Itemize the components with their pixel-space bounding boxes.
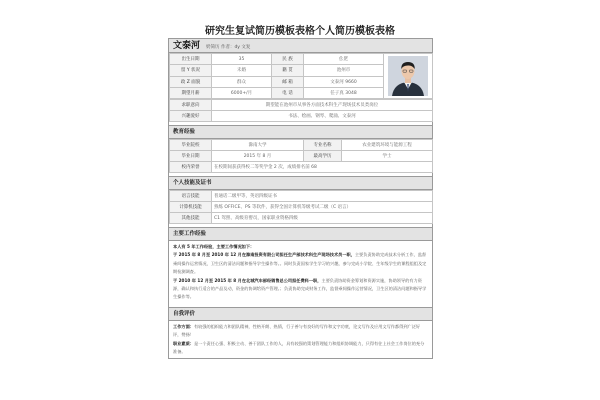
intent-value: 期望能在池州市从事各方面技术科生产现场技术员类岗位 [212, 100, 433, 111]
political-value: 群众 [212, 76, 272, 87]
birth-label: 出生日期 [170, 54, 212, 65]
hobby-value: 书法、绘画、钢琴、爬涌、文泰河 [212, 111, 433, 122]
school-value: 滁南大学 [212, 140, 304, 151]
salary-value: 6000+/月 [212, 87, 272, 98]
self-eval-text [169, 321, 432, 359]
honor-value: 在校期间获获得校二等奖学金 2 次，成绩排名前 68 [212, 162, 433, 173]
education-heading: 教育经验 [169, 125, 432, 139]
other-skill-label: 其他技能 [170, 213, 212, 224]
degree-label: 最高学历 [304, 151, 342, 162]
other-skill-value: C1 驾照、高级育婴员，国家职业资格四级 [212, 213, 433, 224]
computer-skill-value: 熟练 OFFICE、PS 等软件，获得全国计算机等级考试二级（C 语言） [212, 202, 433, 213]
political-label: 政 Z 面貌 [170, 76, 212, 87]
honor-label: 校内荣誉 [170, 162, 212, 173]
personal-info-table [169, 53, 433, 99]
major-value: 农业建筑环境与能源工程 [342, 140, 433, 151]
email-value: 文泰河 9660 [304, 76, 384, 87]
name-subtitle: 奶简历 作者：dy 文复 [206, 45, 251, 50]
phone-value: 任子真 3048 [304, 87, 384, 98]
phone-label: 电 话 [272, 87, 304, 98]
marital-value: 未婚 [212, 65, 272, 76]
grad-date-label: 毕业日期 [170, 151, 212, 162]
hometown-value: 池州市 [304, 65, 384, 76]
photo-cell [384, 54, 433, 99]
birth-value: 35 [212, 54, 272, 65]
job-2-desc: 主要负责协助资金筹划和资源实施，协助领导的有力资源，确认和执行适合的产品及动，资金的协调给资产管理。；负责协助完成财务工作，监督乘间操作运营情况，卫生区的清洁问题和指导学生操作等。 [173, 277, 427, 300]
skills-table [169, 190, 433, 224]
work-heading: 主要工作经验 [169, 227, 432, 241]
marital-label: 留 Y 状况 [170, 65, 212, 76]
hobby-label: 兴趣爱好 [170, 111, 212, 122]
document-title: 研究生复试简历模板表格个人简历模板表格 [205, 26, 395, 37]
profile-photo [388, 56, 428, 96]
portrait-image [388, 56, 428, 96]
language-skill-value: 普通话二级甲等，英语四级证书 [212, 191, 433, 202]
job-2-title: 于 2010 年 12 月至 2015 年 8 月在北城汽车部经销售总公司担任费科一职， [173, 277, 322, 283]
person-name: 文泰河 [173, 41, 201, 51]
ability-label: 工作方面： [173, 323, 194, 329]
self-eval-heading: 自我评价 [169, 307, 432, 321]
ability-text: 有较强的组织能力和团队精神，性格开朗、热情，行子善与有良好的写作和文字功底，论文写作及应用文写作都得到广泛好评，赞扬！ [173, 323, 421, 338]
name-bar [169, 39, 432, 53]
ethnicity-label: 民 族 [272, 54, 304, 65]
salary-label: 期望月薪 [170, 87, 212, 98]
resume-sheet [168, 38, 433, 359]
job-1-title: 于 2015 年 8 月至 2010 年 12 月在滁南投资有限公司担任生产部技术科生产现场技术员一职， [173, 252, 355, 258]
hometown-label: 籍 贯 [272, 65, 304, 76]
education-table [169, 139, 433, 173]
work-experience-text [169, 241, 432, 304]
email-label: 邮 箱 [272, 76, 304, 87]
attitude-text: 是一个责任心强、积极主动、善于团队工作的人，具有较强的策划管理能力和组织协调能力，只得有往上社会工作岗位的充分准备。 [173, 340, 425, 355]
degree-value: 学士 [342, 151, 433, 162]
skills-heading: 个人技能及证书 [169, 176, 432, 190]
school-label: 毕业院校 [170, 140, 212, 151]
grad-date-value: 2015 年 8 月 [212, 151, 304, 162]
attitude-label: 职业素质： [173, 340, 194, 346]
language-skill-label: 语言技能 [170, 191, 212, 202]
major-label: 专业名称 [304, 140, 342, 151]
job-1-desc: 主要负责协助完成技术分析工作，监督乘间操作运营情况，卫生区的清洁问题和指导学生操作等。。同时负责国家学生学习的兴趣，参与完成小学院、生年级学生的课程组组及定期检测调查。 [173, 252, 427, 275]
intent-table [169, 99, 433, 122]
ethnicity-value: 仫佬 [304, 54, 384, 65]
computer-skill-label: 计算机技能 [170, 202, 212, 213]
work-intro: 本人有 5 年工作经验，主要工作情况如下： [173, 244, 255, 249]
intent-label: 求职意向 [170, 100, 212, 111]
